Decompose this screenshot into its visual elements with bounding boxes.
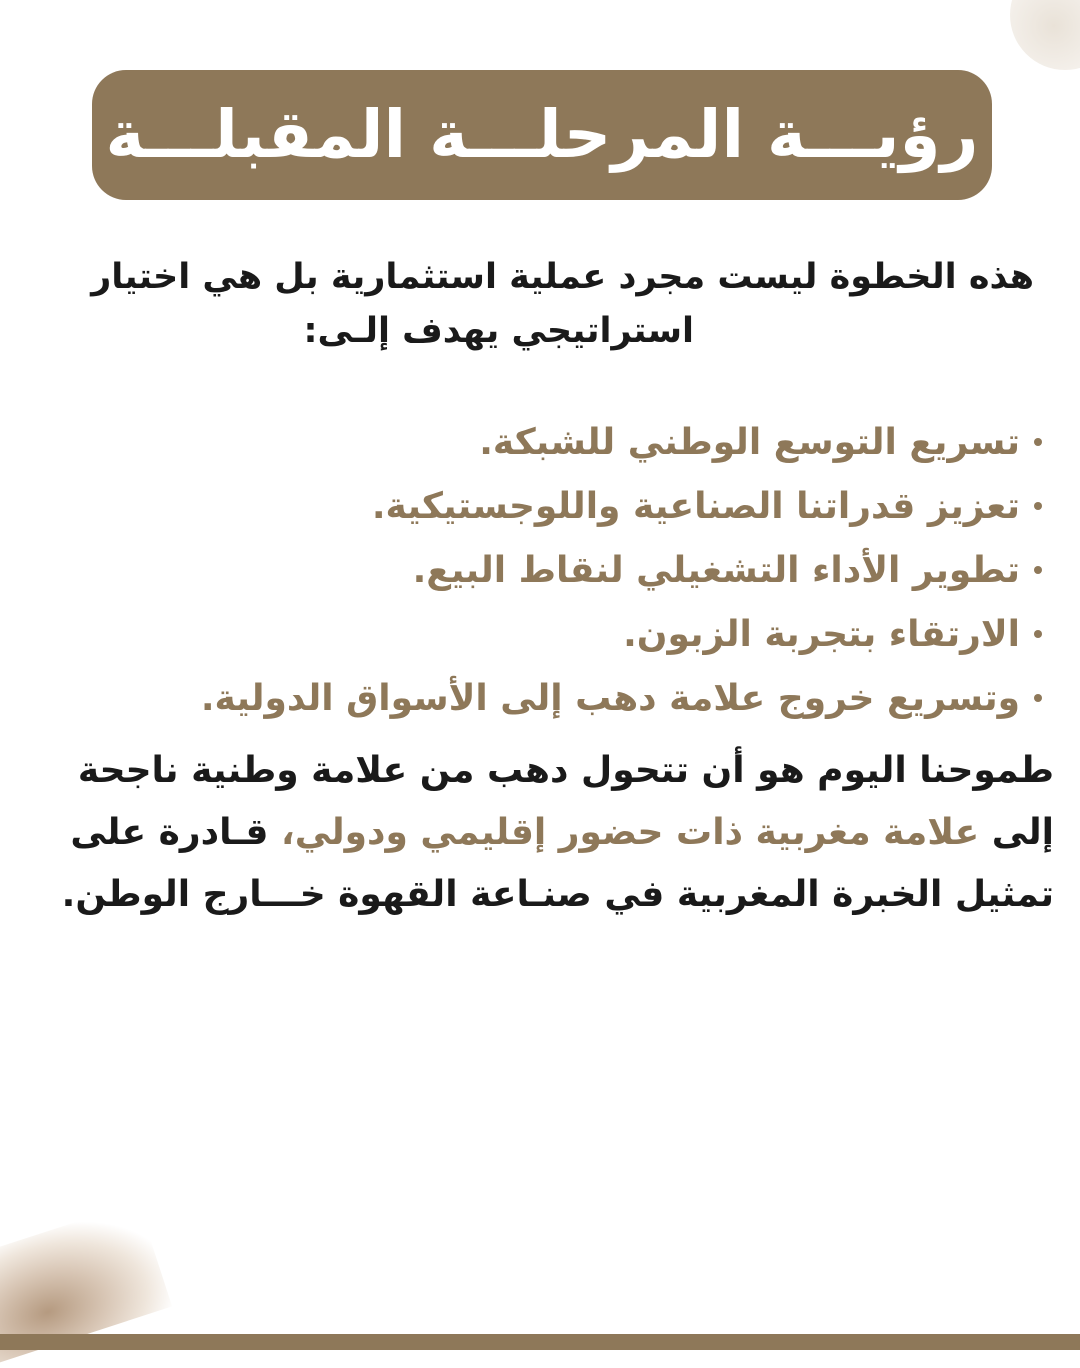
closing-highlight: علامة مغربية ذات حضور إقليمي ودولي، (281, 812, 980, 853)
closing-line-2-start: إلى (979, 812, 1054, 853)
list-item-text: تعزيز قدراتنا الصناعية واللوجستيكية. (371, 485, 1020, 527)
closing-line-3: تمثيل الخبرة المغربية في صنـاعة القهوة خـــارج الوطن. (61, 874, 1054, 915)
decorative-corner-top (1010, 0, 1080, 70)
bullet-dot-icon (1034, 630, 1042, 638)
closing-line-2-end: قـادرة على (70, 812, 282, 853)
title-banner (92, 70, 992, 200)
list-item-text: وتسريع خروج علامة دهب إلى الأسواق الدولية. (200, 677, 1020, 719)
closing-line-2 (34, 802, 1054, 864)
list-item (62, 666, 1042, 730)
bullet-dot-icon (1034, 694, 1042, 702)
list-item-text: الارتقاء بتجربة الزبون. (623, 613, 1020, 655)
bullet-dot-icon (1034, 566, 1042, 574)
list-item (62, 538, 1042, 602)
list-item (62, 602, 1042, 666)
page-title: رؤيـــة المرحلـــة المقبلـــة (105, 96, 979, 173)
bullet-dot-icon (1034, 438, 1042, 446)
list-item-text: تطوير الأداء التشغيلي لنقاط البيع. (412, 549, 1020, 591)
intro-line-2: استراتيجي يهدف إلـى: (303, 311, 694, 351)
list-item (62, 410, 1042, 474)
closing-line-1: طموحنا اليوم هو أن تتحول دهب من علامة وطنية ناجحة (77, 750, 1054, 791)
list-item-text: تسريع التوسع الوطني للشبكة. (479, 421, 1020, 463)
bottom-bar (0, 1334, 1080, 1350)
list-item (62, 474, 1042, 538)
goals-list (62, 410, 1042, 730)
intro-paragraph (44, 250, 1034, 358)
closing-paragraph (34, 740, 1054, 926)
intro-line-1: هذه الخطوة ليست مجرد عملية استثمارية بل هي اختيار (91, 257, 1034, 297)
bullet-dot-icon (1034, 502, 1042, 510)
